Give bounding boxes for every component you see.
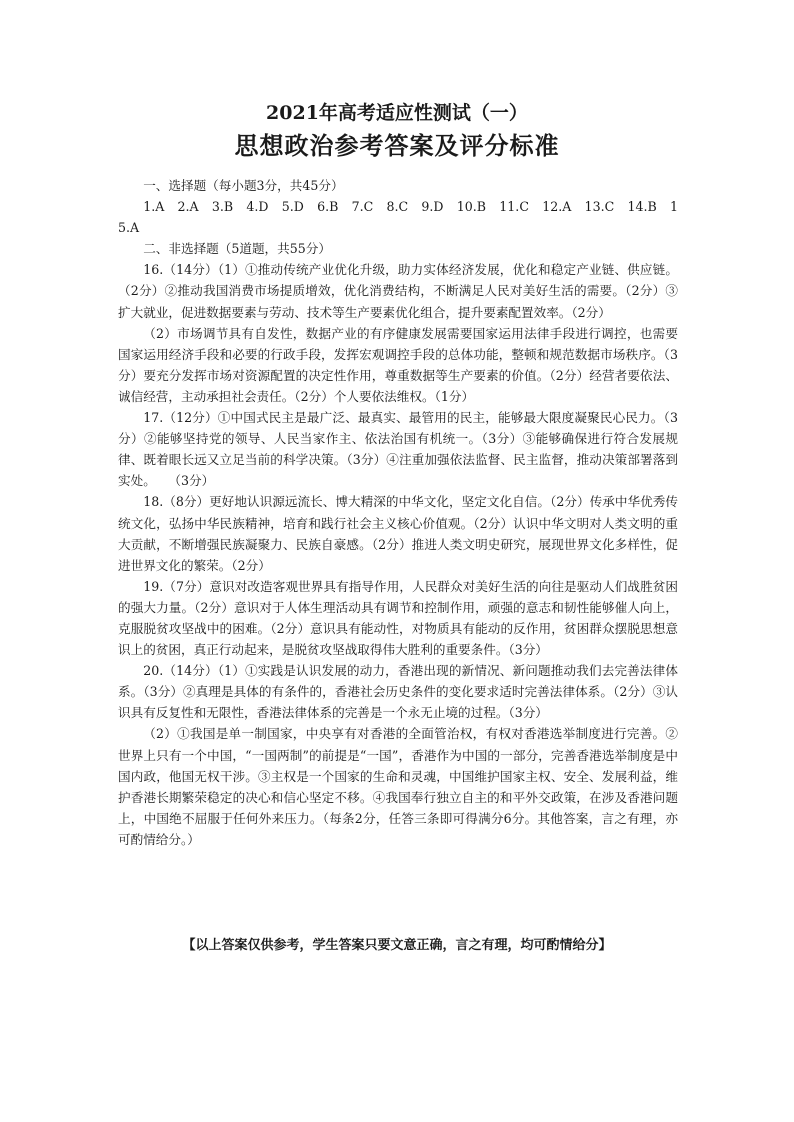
section-heading-choice: 一、选择题（每小题3分，共45分）: [143, 178, 344, 193]
answer-body: [118, 175, 678, 850]
question-17: 17.（12分）①中国式民主是最广泛、最真实、最管用的民主，能够最大限度凝聚民心民力。（3分）②能够坚持党的领导、人民当家作主、依法治国有机统一。（3分）③能够确保进行符合发展规律、既着眼长远又立足当前的科学决策。（3分）④注重加强依法监督、民主监督，推动决策部署落到实处。 （3分）: [118, 410, 678, 489]
question-18: 18.（8分）更好地认识源远流长、博大精深的中华文化，坚定文化自信。（2分）传承中华优秀传统文化，弘扬中华民族精神，培育和践行社会主义核心价值观。（2分）认识中华文明对人类文明的重大贡献，不断增强民族凝聚力、民族自豪感。（2分）推进人类文明史研究，展现世界文化多样性，促进世界文化的繁荣。（2分）: [118, 494, 678, 573]
exam-title: 2021年高考适应性测试（一）: [266, 102, 528, 124]
answer-key-title: 思想政治参考答案及评分标准: [234, 131, 560, 160]
question-16-part-2: （2）市场调节具有自发性，数据产业的有序健康发展需要国家运用法律手段进行调控，也需要国家运用经济手段和必要的行政手段，发挥宏观调控手段的总体功能，整顿和规范数据市场秩序。（3分）要充分发挥市场对资源配置的决定性作用，尊重数据等生产要素的价值。（2分）经营者要依法、诚信经营，主动承担社会责任。（2分）个人要依法维权。（1分）: [118, 325, 678, 404]
choice-answers: 1.A 2.A 3.B 4.D 5.D 6.B 7.C 8.C 9.D 10.B 11.C 12.A 13.C 14.B 15.A: [118, 199, 678, 236]
question-16-part-1: 16.（14分）（1）①推动传统产业优化升级，助力实体经济发展，优化和稳定产业链、供应链。（2分）②推动我国消费市场提质增效，优化消费结构，不断满足人民对美好生活的需要。（2分）③扩大就业，促进数据要素与劳动、技术等生产要素优化组合，提升要素配置效率。（2分）: [118, 262, 678, 320]
question-19: 19.（7分）意识对改造客观世界具有指导作用，人民群众对美好生活的向往是驱动人们战胜贫困的强大力量。（2分）意识对于人体生理活动具有调节和控制作用，顽强的意志和韧性能够催人向上，克服脱贫攻坚战中的困难。（2分）意识具有能动性，对物质具有能动的反作用，贫困群众摆脱思想意识上的贫困，真正行动起来，是脱贫攻坚战取得伟大胜利的重要条件。（3分）: [118, 578, 678, 658]
section-heading-nonchoice: 二、非选择题（5道题，共55分）: [143, 241, 331, 257]
question-20-part-2: （2）①我国是单一制国家，中央享有对香港的全面管治权，有权对香港选举制度进行完善。②世界上只有一个中国，“一国两制”的前提是“一国”，香港作为中国的一部分，完善香港选举制度是中国内政，他国无权干涉。③主权是一个国家的生命和灵魂，中国维护国家主权、安全、发展利益，维护香港长期繁荣稳定的决心和信心坚定不移。④我国奉行独立自主的和平外交政策，在涉及香港问题上，中国绝不屈服于任何外来压力。（每条2分，任答三条即可得满分6分。其他答案，言之有理，亦可酌情给分。）: [118, 726, 678, 847]
question-20-part-1: 20.（14分）（1）①实践是认识发展的动力，香港出现的新情况、新问题推动我们去完善法律体系。（3分）②真理是具体的有条件的，香港社会历史条件的变化要求适时完善法律体系。（2分）③认识具有反复性和无限性，香港法律体系的完善是一个永无止境的过程。（3分）: [118, 663, 678, 721]
footer-note: 【以上答案仅供参考，学生答案只要文意正确，言之有理，均可酌情给分】: [182, 938, 612, 953]
